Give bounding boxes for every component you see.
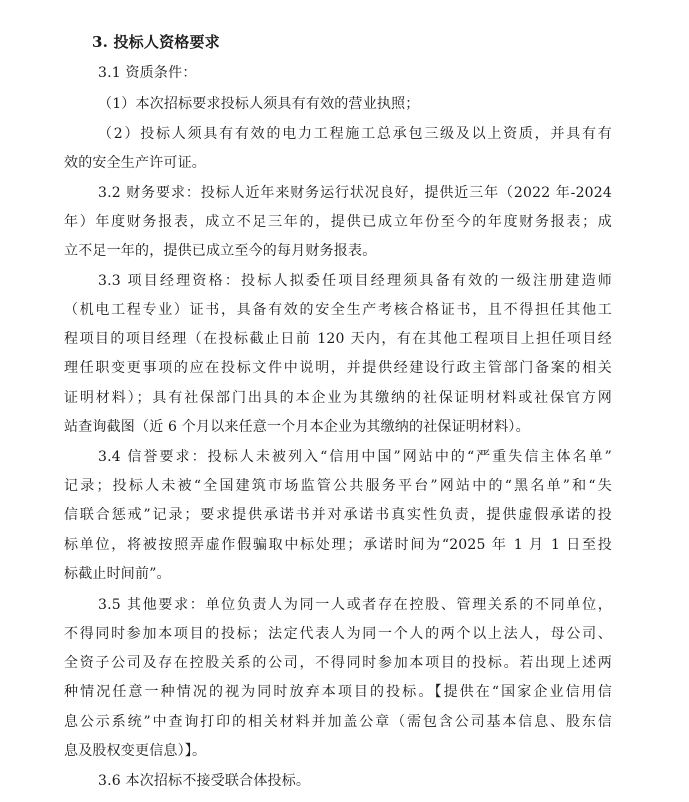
qualification-label: 3.1 资质条件： [98, 65, 197, 81]
credit-line-2: 记录；投标人未被“全国建筑市场监管公共服务平台”网站中的“黑名单”和“失 [64, 478, 612, 494]
joint-bid-notice: 3.6 本次招标不接受联合体投标。 [98, 773, 311, 789]
qualification-item-2-line-1: （2）投标人须具有有效的电力工程施工总承包三级及以上资质，并具有有 [98, 126, 612, 142]
manager-line-1: 3.3 项目经理资格：投标人拟委任项目经理须具备有效的一级注册建造师 [98, 273, 612, 289]
other-line-2: 不得同时参加本项目的投标；法定代表人为同一个人的两个以上法人，母公司、 [64, 626, 612, 642]
manager-line-5: 证明材料）；具有社保部门出具的本企业为其缴纳的社保证明材料或社保官方网 [64, 390, 612, 406]
credit-line-4: 标单位，将被按照弄虚作假骗取中标处理；承诺时间为“2025 年 1 月 1 日至投 [64, 537, 612, 553]
finance-line-2: 年）年度财务报表，成立不足三年的，提供已成立年份至今的年度财务报表；成 [64, 214, 612, 230]
qualification-item-1: （1）本次招标要求投标人须具有有效的营业执照； [98, 96, 420, 112]
credit-line-3: 信联合惩戒”记录；要求提供承诺书并对承诺书真实性负责，提供虚假承诺的投 [64, 507, 612, 523]
section-heading: 3. 投标人资格要求 [92, 33, 220, 51]
other-line-4: 种情况任意一种情况的视为同时放弃本项目的投标。【提供在“国家企业信用信 [64, 684, 612, 700]
credit-line-5: 标截止时间前”。 [64, 566, 171, 582]
finance-line-1: 3.2 财务要求：投标人近年来财务运行状况良好，提供近三年（2022 年-2024 [98, 185, 612, 201]
manager-line-4: 理任职变更事项的应在投标文件中说明，并提供经建设行政主管部门备案的相关 [64, 360, 612, 376]
other-line-6: 息及股权变更信息）】。 [64, 743, 207, 759]
manager-line-3: 程项目的项目经理（在投标截止日前 120 天内，有在其他工程项目上担任项目经 [64, 331, 612, 347]
manager-line-6: 站查询截图（近 6 个月以来任意一个月本企业为其缴纳的社保证明材料）。 [64, 419, 530, 435]
other-line-1: 3.5 其他要求：单位负责人为同一人或者存在控股、管理关系的不同单位， [98, 597, 612, 613]
other-line-5: 息公示系统”中查询打印的相关材料并加盖公章（需包含公司基本信息、股东信 [64, 714, 612, 730]
finance-line-3: 立不足一年的，提供已成立至今的每月财务报表。 [64, 243, 377, 259]
qualification-item-2-line-2: 效的安全生产许可证。 [64, 155, 206, 171]
other-line-3: 全资子公司及存在控股关系的公司，不得同时参加本项目的投标。若出现上述两 [64, 655, 612, 671]
credit-line-1: 3.4 信誉要求：投标人未被列入“信用中国”网站中的“严重失信主体名单” [98, 449, 612, 465]
manager-line-2: （机电工程专业）证书，具备有效的安全生产考核合格证书，且不得担任其他工 [64, 302, 612, 318]
